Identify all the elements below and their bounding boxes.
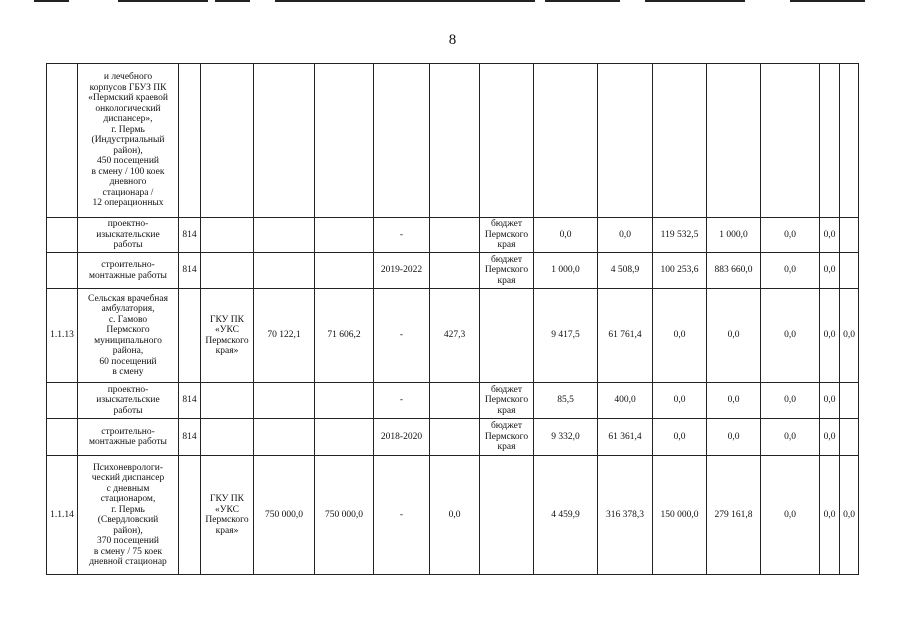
period: - [374,218,430,253]
amount: 0,0 [761,253,820,289]
top-rule [215,0,250,2]
work-type: строительно- монтажные работы [78,253,179,289]
amount: 0,0 [707,383,761,419]
amount: 0,0 [707,419,761,456]
amount: 0,0 [820,456,840,575]
amount: 1 000,0 [707,218,761,253]
period: - [374,289,430,383]
amount: 883 660,0 [707,253,761,289]
top-rule [34,0,69,2]
amount: 0,0 [761,289,820,383]
amount: 61 361,4 [598,419,653,456]
estimated-cost: 750 000,0 [254,456,315,575]
work-type: проектно- изыскательские работы [78,383,179,419]
amount: 0,0 [840,289,859,383]
object-name: и лечебного корпусов ГБУЗ ПК «Пермский краевой онкологический диспансер», г. Пермь (Индустриальный район), 450 посещений в смену / 100 коек дневного стационара / 12 операционных [78,64,179,218]
amount: 0,0 [761,218,820,253]
table-row [47,456,859,575]
top-rule [118,0,208,2]
budget-code: 814 [179,383,201,419]
amount: 150 000,0 [653,456,707,575]
funding-source: бюджет Пермского края [480,383,534,419]
amount: 1 000,0 [534,253,598,289]
amount: 0,0 [761,383,820,419]
amount: 0,0 [707,289,761,383]
object-name: Сельская врачебная амбулатория, с. Гамово Пермского муниципального района, 60 посещений в смену [78,289,179,383]
row-number: 1.1.14 [47,456,78,575]
amount: 4 459,9 [534,456,598,575]
amount: 4 508,9 [598,253,653,289]
program-table [46,63,859,575]
period: - [374,383,430,419]
top-rule [545,0,620,2]
amount: 0,0 [653,419,707,456]
amount: 9 417,5 [534,289,598,383]
object-name: Психоневрологи- ческий диспансер с дневным стационаром, г. Пермь (Свердловский район), 370 посещений в смену / 75 коек дневной стационар [78,456,179,575]
top-rule [275,0,535,2]
funding-source: бюджет Пермского края [480,253,534,289]
row-number [47,64,78,218]
period: 2019-2022 [374,253,430,289]
top-rule [645,0,745,2]
table-row [47,383,859,419]
table-row [47,419,859,456]
customer: ГКУ ПК «УКС Пермского края» [201,456,254,575]
customer: ГКУ ПК «УКС Пермского края» [201,289,254,383]
amount: 100 253,6 [653,253,707,289]
amount: 0,0 [534,218,598,253]
amount: 0,0 [820,383,840,419]
amount: 0,0 [761,456,820,575]
amount: 316 378,3 [598,456,653,575]
amount: 0,0 [820,253,840,289]
budget-code: 814 [179,419,201,456]
page-number: 8 [448,32,457,48]
work-type: проектно- изыскательские работы [78,218,179,253]
budget-code: 814 [179,218,201,253]
funding-source: бюджет Пермского края [480,419,534,456]
budget-code: 814 [179,253,201,289]
amount: 0,0 [820,419,840,456]
work-type: строительно- монтажные работы [78,419,179,456]
amount: 0,0 [820,218,840,253]
amount: 85,5 [534,383,598,419]
table-row [47,218,859,253]
amount: 0,0 [653,289,707,383]
table-row [47,64,859,218]
amount: 0,0 [761,419,820,456]
estimated-cost: 750 000,0 [315,456,374,575]
amount: 0,0 [430,456,480,575]
amount: 9 332,0 [534,419,598,456]
amount: 119 532,5 [653,218,707,253]
amount: 0,0 [820,289,840,383]
top-rule [790,0,865,2]
table-row [47,253,859,289]
amount: 0,0 [840,456,859,575]
period: 2018-2020 [374,419,430,456]
amount: 0,0 [653,383,707,419]
estimated-cost: 70 122,1 [254,289,315,383]
amount: 61 761,4 [598,289,653,383]
row-number: 1.1.13 [47,289,78,383]
funding-source: бюджет Пермского края [480,218,534,253]
amount: 400,0 [598,383,653,419]
amount: 427,3 [430,289,480,383]
period: - [374,456,430,575]
amount: 0,0 [598,218,653,253]
table-row [47,289,859,383]
estimated-cost: 71 606,2 [315,289,374,383]
amount: 279 161,8 [707,456,761,575]
